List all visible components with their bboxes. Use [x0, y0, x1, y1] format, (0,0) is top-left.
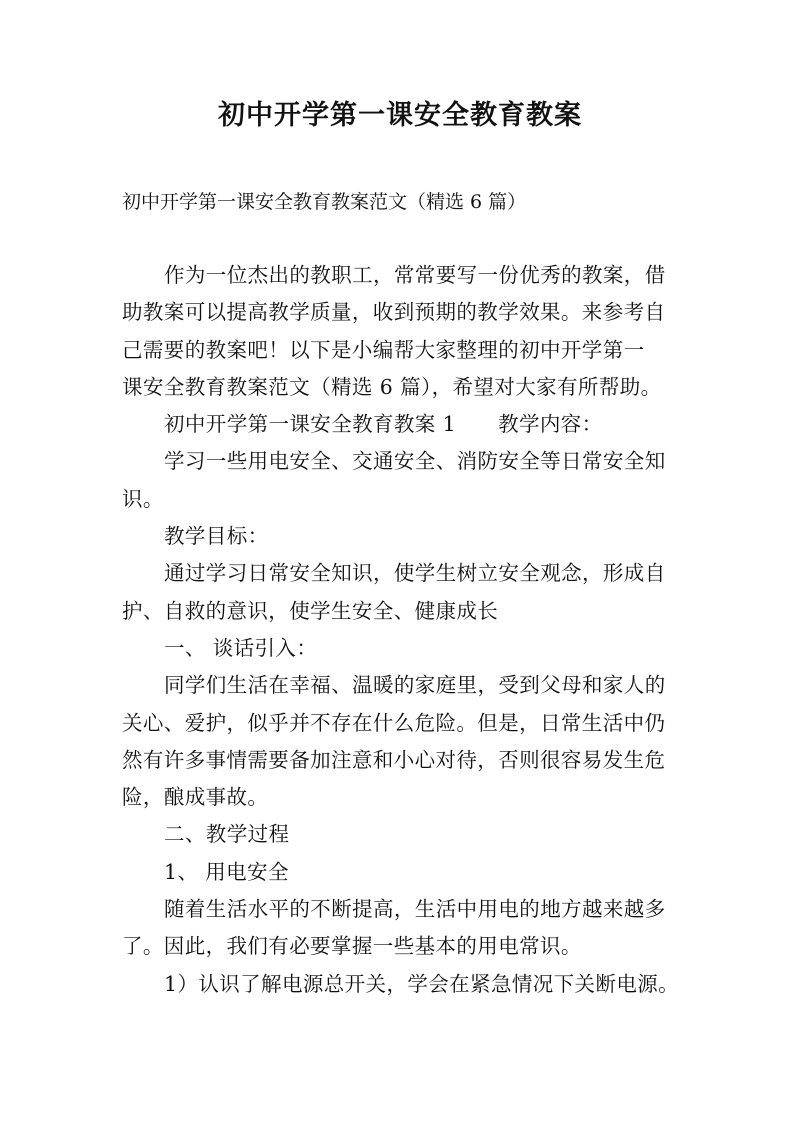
document-subtitle: 初中开学第一课安全教育教案范文（精选 6 篇） — [122, 191, 527, 213]
page-title: 初中开学第一课安全教育教案 — [218, 100, 582, 131]
lesson-heading-line — [122, 406, 692, 443]
intro-line-3: 己需要的教案吧！以下是小编帮大家整理的初中开学第一 — [122, 337, 645, 362]
intro-line-1: 作为一位杰出的教职工，常常要写一份优秀的教案，借 — [164, 263, 666, 287]
goal-line-2: 护、自救的意识，使学生安全、健康成长 — [122, 598, 499, 623]
section1-line-3: 然有许多事情需要备加注意和小心对待，否则很容易发生危 — [122, 747, 666, 772]
lesson-heading: 初中开学第一课安全教育教案 1 — [164, 412, 457, 437]
section1-line-2: 关心、爱护，似乎并不存在什么危险。但是，日常生活中仍 — [122, 710, 666, 735]
section2-heading: 二、教学过程 — [164, 822, 290, 847]
section1-heading: 一、 谈话引入： — [164, 635, 318, 660]
intro-line-4: 课安全教育教案范文（精选 6 篇），希望对大家有所帮助。 — [122, 374, 662, 399]
intro-line-2: 助教案可以提高教学质量，收到预期的教学效果。来参考自 — [122, 300, 666, 325]
sub1-line-2: 了。因此，我们有必要掌握一些基本的用电常识。 — [122, 934, 582, 959]
section1-line-4: 险，酿成事故。 — [122, 785, 269, 810]
content-line-1: 学习一些用电安全、交通安全、消防安全等日常安全知 — [164, 449, 666, 474]
item1-line: 1）认识了解电源总开关，学会在紧急情况下关断电源。 — [164, 971, 680, 996]
content-label: 教学内容： — [498, 412, 603, 437]
content-line-2: 识。 — [122, 486, 164, 511]
section1-line-1: 同学们生活在幸福、温暖的家庭里，受到父母和家人的 — [164, 673, 666, 698]
goal-line-1: 通过学习日常安全知识，使学生树立安全观念，形成自 — [164, 561, 666, 586]
document-body — [122, 257, 692, 1003]
sub1-heading: 1、 用电安全 — [164, 859, 289, 884]
sub1-line-1: 随着生活水平的不断提高，生活中用电的地方越来越多 — [164, 897, 666, 922]
goal-label: 教学目标： — [164, 524, 269, 549]
